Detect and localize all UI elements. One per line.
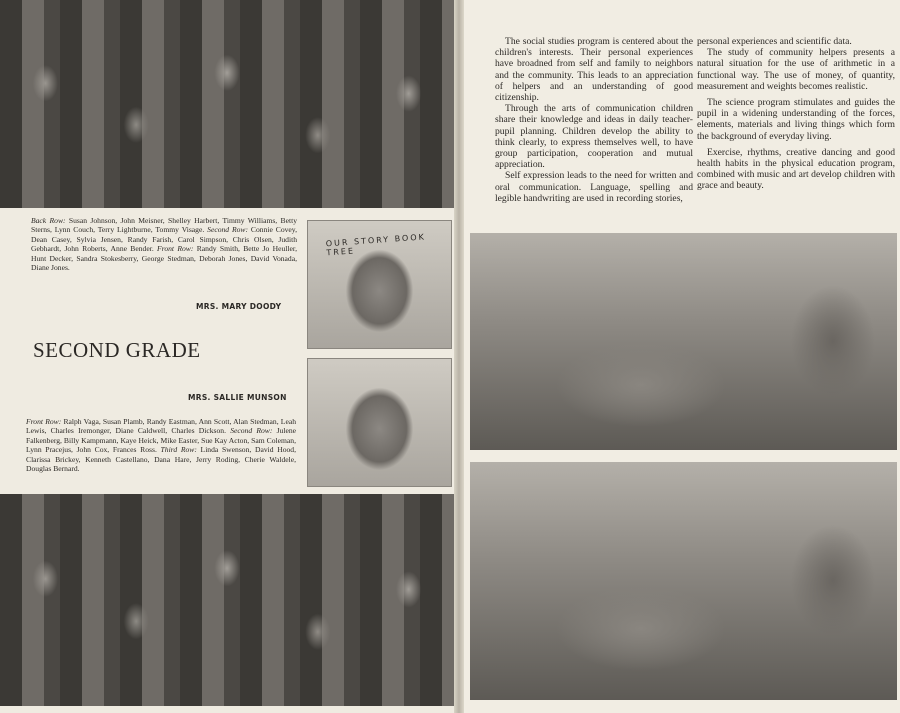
paragraph: Through the arts of communication children share their knowledge and ideas in daily teacher-pupil planning. Children develop the ability to think clearly, to express themselves well, to have group participation, cooperation and mutual appreciation. [495,103,693,171]
paragraph: The science program stimulates and guides the pupil in a widening understanding of the forces, elements, materials and living things which form the background of everyday living. [697,97,895,142]
paragraph: Self expression leads to the need for written and oral communication. Language, spelling and legible handwriting are used in recording stories, [495,170,693,204]
row-label: Third Row: [160,445,197,455]
teacher-name-doody: MRS. MARY DOODY [196,302,282,311]
class-caption-munson [26,417,296,473]
paragraph: The study of community helpers presents a natural situation for the use of arithmetic in a functional way. The use of money, of quantity, measurement and weights becomes realistic. [697,47,895,92]
row-names: Susan Johnson, John Meisner, Shelley Harbert, Timmy Williams, Betty Sterns, Lynn Couch, Terry Lightburne, Tommy Visage. [31,216,297,235]
class-photo-doody [0,0,454,208]
paragraph: The social studies program is centered about the children's interests. Their personal experiences have broadned from self and family to neighbors and the community. This leads to an appreciation of helpers and an understanding of good citizenship. [495,36,693,104]
text-column-1 [495,36,693,204]
class-caption-doody [31,216,297,272]
section-title: SECOND GRADE [33,338,201,362]
row-label: Front Row: [157,244,194,254]
row-label: Second Row: [230,426,273,436]
teacher-name-munson: MRS. SALLIE MUNSON [188,393,287,402]
paragraph: Exercise, rhythms, creative dancing and good health habits in the physical education program, combined with music and art develop children with grace and beauty. [697,146,895,192]
page-gutter [454,0,464,713]
row-names: Ralph Vaga, Susan Plamb, Randy Eastman, Ann Scott, Alan Stedman, Leah Lewis, Charles Iremonger, Diane Caldwell, Charles Dickson. [26,417,296,436]
teacher-photo-munson [307,358,452,487]
text-column-2 [697,36,895,192]
row-names: Randy Smith, Bette Jo Heuller, Hunt Decker, Sandra Stokesberry, George Stedman, Deborah Jones, David Vonada, Diane Jones. [31,244,297,273]
class-photo-munson [0,494,454,706]
row-names: Julene Falkenberg, Billy Kampmann, Kaye Heick, Mike Easter, Sue Kay Acton, Sam Coleman, Lynn Pracejus, John Cox, Frances Ross. [26,426,296,455]
classroom-activity-photo [470,462,897,700]
paragraph: personal experiences and scientific data. [697,36,852,47]
row-names: Connie Covey, Dean Casey, Sylvia Jensen, Randy Farish, Carol Simpson, Chris Olsen, Judith Gebhardt, John Roberts, Anne Bender. [31,225,298,254]
teacher-photo-doody [307,220,452,349]
row-label: Front Row: [26,417,62,426]
row-label: Back Row: [31,216,66,225]
story-book-tree-sign: OUR STORY BOOK TREE [325,232,427,258]
row-names: Linda Swenson, David Hood, Clarissa Brickey, Kenneth Castellano, Dana Hare, Jerry Roding, Cherie Waldele, Douglas Bernard. [26,445,296,474]
row-label: Second Row: [207,225,249,235]
classroom-reading-photo [470,233,897,450]
